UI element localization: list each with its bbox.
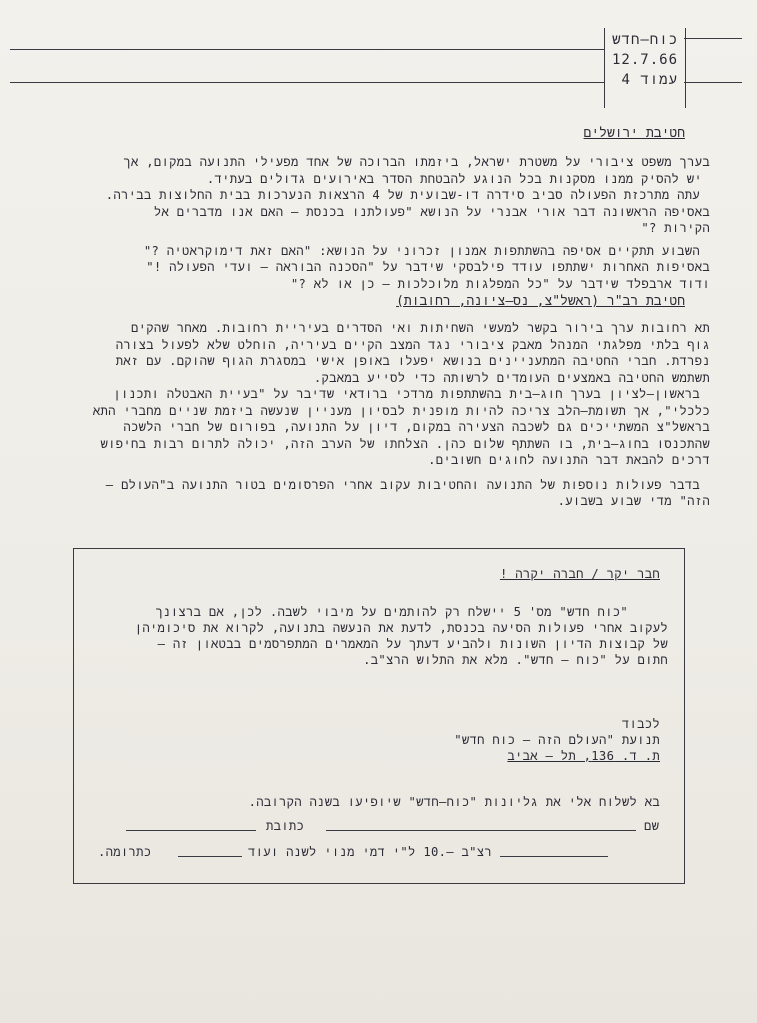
address-input[interactable] <box>126 818 256 831</box>
south-line: כלכלי", אך תשומת–הלב צריכה להיות מופנית לבסיון מעניין שנעשה ביזמת שניים מחברי התא <box>92 403 710 418</box>
south-title-text: חטיבת רב"ר (ראשל"צ, נס–ציונה, רחובות) <box>396 294 685 309</box>
jerusalem-line: ודוד ארבפלד שידבר על "כל המפלגות מלוכלכות – כן או לא ?" <box>290 276 710 291</box>
south-line: הזה" מדי שבוע בשבוע. <box>557 494 710 508</box>
header-rule-top-right <box>684 38 742 39</box>
jerusalem-line: הקירות ?" <box>641 221 710 235</box>
donation-label: כתרומה. <box>98 845 152 859</box>
subscription-request: בא לשלוח אלי את גליונות "כוח–חדש" שיופיעו בשנה הקרובה. <box>248 795 660 809</box>
address-label: כתובת <box>266 819 305 833</box>
mailing-address <box>420 716 660 764</box>
name-label: שם <box>644 819 660 833</box>
issue-date: 12.7.66 <box>612 52 679 68</box>
donation-input[interactable] <box>178 844 242 857</box>
header-rule-bottom-right <box>684 82 742 83</box>
form-greeting <box>440 566 660 582</box>
south-line: תשתמש החטיבה באמצעים העומדים לרשותה כדי לסייע במאבק. <box>313 370 710 385</box>
enclosed-text: רצ"ב –.10 ל"י דמי מנוי לשנה ועוד <box>248 845 492 859</box>
section-title-south <box>360 294 685 309</box>
form-line: "כוח חדש" מס' 5 יישלח רק להותמים על מיבוי לשבה. לכן, אם ברצונך <box>155 605 628 619</box>
form-body <box>88 604 668 668</box>
form-line: של קבוצות הדיון השונות ולהביע דעתך על המאמרים המתפרסמים בבטאון זה – <box>157 637 668 651</box>
payment-amount-input[interactable] <box>500 844 608 857</box>
section-title-jerusalem <box>400 126 685 141</box>
jerusalem-line: בערך משפט ציבורי על משטרת ישראל, ביזמתו הברוכה של אחד מפעילי התנועה במקום, אך <box>123 155 710 169</box>
header-rule-bottom <box>10 82 604 83</box>
south-line: תא רחובות ערך בירור בקשר למעשי השחיתות ואי הסדרים בעיריית רחובות. מאחר שהקים <box>131 321 710 335</box>
header-rule-top <box>10 49 604 50</box>
south-line: שהתכנסו בחוג–בית, בו השתתף שלום כהן. הצלחתו של הערב הזה, יכולה לתרום רבות בחיפוש <box>100 436 710 451</box>
jerusalem-body <box>10 154 710 292</box>
jerusalem-line: עתה מתרכזת הפעולה סביב סידרה דו-שבועית של 4 הרצאות הנערכות בבית החלוצות בבירה. <box>105 188 700 202</box>
south-line: בראשל"צ המשתייכים גם לשכבה הצעירה במקום, דיון על התנועה, בפורום של חברי הלשכה <box>123 420 710 434</box>
name-address-row <box>126 818 666 838</box>
jerusalem-line: השבוע תתקיים אסיפה בהשתתפות אמנון זכרוני על הנושא: "האם זאת דימוקראטיה ?" <box>143 243 700 258</box>
name-input[interactable] <box>326 818 636 831</box>
greeting-text: חבר יקר / חברה יקרה ! <box>499 567 660 581</box>
south-line: גוף בלתי מפלגתי המנהל מאבק ציבורי נגד המצב הקיים בעיריה, הוחלט שלא לפעול בצורה <box>115 337 710 352</box>
jerusalem-line: באסיפה הראשונה דבר אורי אבנרי על הנושא "פעולתנו בכנסת – האם אנו מדברים אל <box>153 204 710 219</box>
page-number: עמוד 4 <box>621 72 678 88</box>
south-line: בדבר פעולות נוספות של התנועה והחטיבות עקוב אחרי הפרסומים בטור התנועה ב"העולם – <box>105 477 700 492</box>
south-line: דרכים להבאת דבר התנועה לחוגים חשובים. <box>428 453 710 467</box>
form-line: חתום על "כוח – חדש". מלא את התלוש הרצ"ב. <box>363 653 668 667</box>
payment-row <box>98 844 668 864</box>
jerusalem-line: יש להסיק ממנו מסקנות בכל הנוגע להבטחת הסדר באירועים גדולים בעתיד. <box>206 171 702 186</box>
address-line: לכבוד <box>621 717 660 731</box>
south-body <box>10 320 710 510</box>
form-line: לעקוב אחרי פעולות הסיעה בכנסת, לדעת את הנעשה בתנועה, לקרוא את סיכומיהן <box>134 621 668 635</box>
jerusalem-line: באסיפות האחרות ישתתפו עודד פילבסקי שידבר על "הסכנה הבוראה – ועדי הפעולה !" <box>146 260 710 274</box>
south-line: בראשון–לציון בערך חוג–בית בהשתתפות מרדכי ברודאי שדיבר על "בעיית האבטלה ותכנון <box>113 387 700 401</box>
publication-name: כוח–חדש <box>612 32 678 48</box>
south-line: נפרדת. חברי החטיבה המתעניינים בנושא יפעלו באופן אישי במסגרת הגוף שהוקם. עם זאת <box>115 354 710 368</box>
address-line: תנועת "העולם הזה – כוח חדש" <box>454 733 660 747</box>
jerusalem-title-text: חטיבת ירושלים <box>583 126 685 141</box>
address-line: ת. ד. 136, תל – אביב <box>507 749 660 763</box>
